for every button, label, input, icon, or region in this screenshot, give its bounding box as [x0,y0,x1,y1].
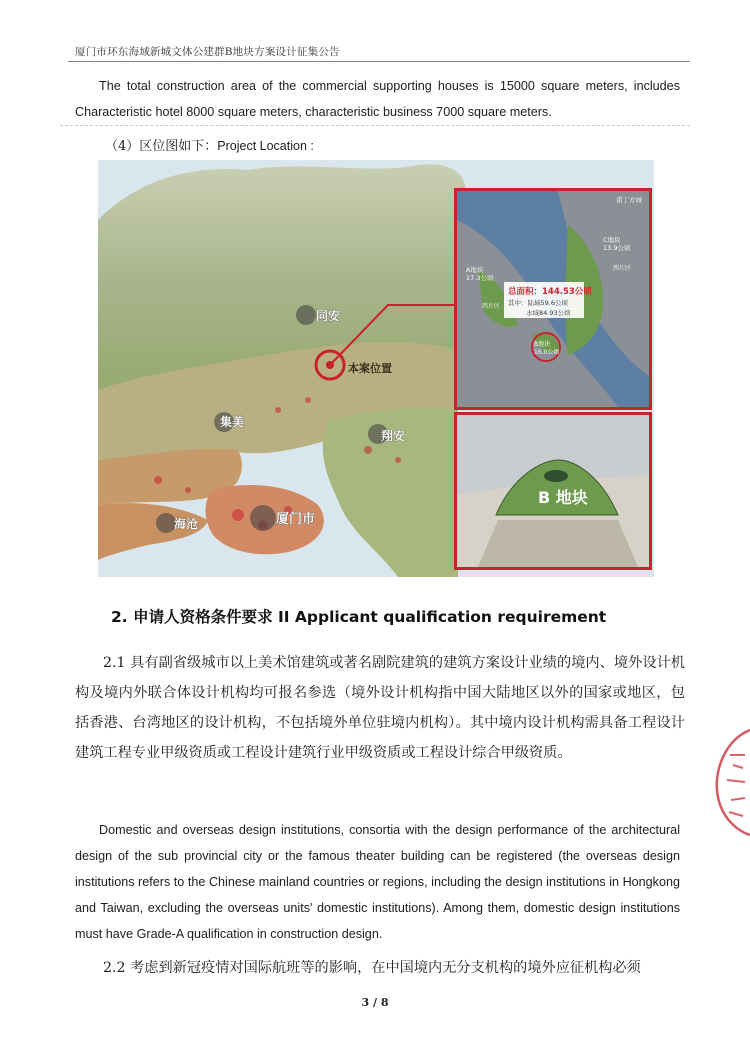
seal-fragment [705,720,750,840]
district-jimei: 集美 [220,415,245,429]
project-marker-label: 本案位置 [348,362,392,375]
project-marker-dot [326,361,334,369]
parcel-b-area: 16.0公顷 [534,349,560,356]
header-rule [68,61,690,62]
total-area: 总面积：144.53公顷 [508,287,592,297]
area-land: 其中：陆域59.6公顷 [508,299,568,307]
running-header: 厦门市环东海域新城文体公建群B地块方案设计征集公告 [75,46,340,58]
parcel-a-label: A地块 [466,266,484,274]
parcel-c-label: C地块 [603,236,621,244]
district-xiangan: 翔安 [381,429,406,443]
district-tongan: 同安 [316,309,341,323]
paragraph-2-1-cn: 2.1 具有副省级城市以上美术馆建筑或著名剧院建筑的建筑方案设计业绩的境内、境外设计机构及境内外联合体设计机构均可报名参选（境外设计机构指中国大陆地区以外的国家或地区，包括香港、台湾地区的设计机构，不包括境外单位驻境内机构）。其中境内设计机构需具备工程设计建筑工程专业甲级资质或工程设计建筑行业甲级资质或工程设计综合甲级资质。 [75,655,685,761]
poi-top: 诺丁方城 [616,196,642,204]
parcel-b-title: B 地块 [538,488,588,507]
parcel-b-building [544,470,568,482]
poi-east: 西片区 [613,265,632,272]
intro-paragraph: The total construction area of the commercial supporting houses is 15000 square meters, includes Characteristic hotel 8000 square meters, characteristic business 7000 square meters. [75,79,680,119]
parcel-c-area: 13.9公顷 [603,244,631,252]
location-label-en: Project Location : [217,139,314,153]
page-number: 3 / 8 [361,996,389,1009]
location-label-cn: （4）区位图如下： [105,139,218,154]
location-map [98,160,654,577]
poi-west: 西片区 [482,303,501,310]
paragraph-2-2-cn: 2.2 考虑到新冠疫情对国际航班等的影响，在中国境内无分支机构的境外应征机构必须 [103,960,641,976]
district-xiamen: 厦门市 [276,512,316,527]
section-2-heading: 2. 申请人资格条件要求 II Applicant qualification requirement [111,608,607,626]
location-label [105,135,314,154]
inset-bottom [454,412,652,570]
haicang-marker [156,513,176,533]
area-water: 水域84.93公顷 [526,309,571,317]
paragraph-2-1-en: Domestic and overseas design institutions, consortia with the design performance of the architectural design of the sub provincial city or the famous theater building can be registered (the overseas design institutions refers to the Chinese mainland countries or regions, including the design institutions in Hongkong and Taiwan, excluding the overseas units' domestic institutions). Among them, domestic design institutions must have Grade-A qualification in construction design. [75,823,680,941]
inset-top [454,188,652,410]
district-haicang: 海沧 [174,517,199,531]
dotted-rule [60,125,690,126]
xiamen-marker [250,505,276,531]
tongan-marker [296,305,316,325]
parcel-b-label: B地块 [534,341,551,348]
location-map-figure [98,160,654,577]
parcel-a-area: 17.3公顷 [466,274,494,282]
inset-bottom-roads [478,520,638,567]
